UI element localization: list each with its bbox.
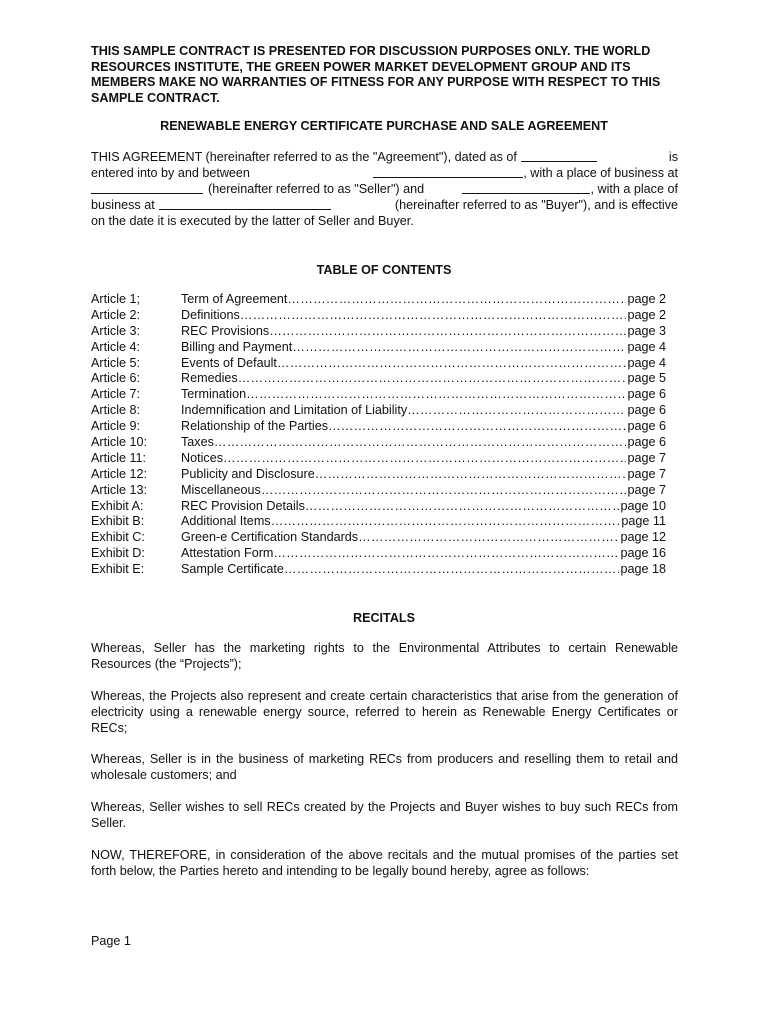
toc-page: page 3 [627,323,666,338]
toc-row [91,499,666,515]
toc-title: Green-e Certification Standards [181,530,359,545]
toc-row [91,371,666,387]
toc-page: page 11 [621,514,666,529]
toc-article: Exhibit D: [91,546,145,561]
toc-page: page 2 [627,292,666,306]
toc-leader-dots [240,308,627,324]
toc-leader-dots [214,435,627,451]
toc-leader-dots [223,451,626,467]
toc-title: REC Provision Details [181,498,305,513]
seller-name-blank [373,166,523,178]
toc-title: Sample Certificate [181,562,284,577]
toc-title: Definitions [181,307,240,322]
toc-article: Article 5: [91,355,140,370]
toc-page: page 6 [627,387,666,402]
toc-leader-dots [273,546,619,562]
toc-row [91,546,666,562]
toc-leader-dots [328,419,626,435]
disclaimer-text: THIS SAMPLE CONTRACT IS PRESENTED FOR DISCUSSION PURPOSES ONLY. THE WORLD RESOURCES INSTITUTE, THE GREEN POWER MARKET DEVELOPMENT GROUP AND ITS MEMBERS MAKE NO WARRANTIES OF FITNESS FOR ANY PURPOSE WITH RESPECT TO THIS SAMPLE CONTRACT. [91,44,661,105]
intro-line-1 [91,150,678,166]
toc-leader-dots [277,356,627,372]
intro-text: , with a place of [590,181,678,196]
toc-row [91,340,666,356]
toc-article: Article 3: [91,323,140,338]
toc-row [91,308,666,324]
intro-text: , with a place of business at [523,165,678,180]
toc-page: page 6 [627,435,666,450]
intro-text: is [668,150,678,164]
toc-row [91,356,666,372]
toc-title: Relationship of the Parties [181,419,329,434]
toc-leader-dots [305,499,620,515]
recital-paragraph: Whereas, the Projects also represent and create certain characteristics that arise from the generation of electricity using a renewable energy source, referred to herein as Renewable Energy Certificates or RECs; [91,689,678,735]
toc-page: page 2 [627,307,666,322]
intro-paragraph [91,150,678,230]
toc-title: Taxes [181,435,214,450]
intro-text: (hereinafter referred to as "Buyer"), and is effective [394,197,678,212]
toc-title: Remedies [181,371,238,386]
toc-row [91,292,666,308]
intro-line-4 [91,198,678,214]
toc-leader-dots [271,514,621,530]
intro-text: entered into by and between [91,165,250,180]
toc-row [91,324,666,340]
toc-row [91,419,666,435]
toc-article: Article 13: [91,482,147,497]
toc-article: Article 2: [91,307,140,322]
toc-article: Article 12: [91,466,147,481]
toc-page: page 7 [627,466,666,481]
toc-row [91,387,666,403]
agreement-title: RENEWABLE ENERGY CERTIFICATE PURCHASE AND SALE AGREEMENT [160,119,608,133]
toc-page: page 7 [627,450,666,465]
intro-line-5: on the date it is executed by the latter of Seller and Buyer. [91,213,414,228]
toc-leader-dots [407,403,626,419]
toc-page: page 4 [627,339,666,354]
toc-row [91,483,666,499]
toc-heading: TABLE OF CONTENTS [316,263,452,277]
toc-leader-dots [287,292,626,308]
toc-row [91,514,666,530]
recitals-heading: RECITALS [352,611,416,625]
toc-article: Article 7: [91,387,140,402]
date-blank [521,150,597,162]
toc-leader-dots [292,340,626,356]
toc-page: page 10 [620,498,666,513]
toc-page: page 12 [620,530,666,545]
toc-title: Publicity and Disclosure [181,466,315,481]
buyer-address-blank [159,198,331,210]
intro-line-2 [91,166,678,182]
toc-title: Additional Items [181,514,271,529]
recital-paragraph: Whereas, Seller wishes to sell RECs created by the Projects and Buyer wishes to buy such RECs from Seller. [91,800,678,830]
toc-article: Exhibit A: [91,498,144,513]
intro-text: THIS AGREEMENT (hereinafter referred to as the "Agreement"), dated as of [91,150,517,164]
buyer-name-blank [462,182,590,194]
toc-article: Article 1; [91,292,140,306]
toc-page: page 16 [620,546,666,561]
toc-article: Article 10: [91,435,147,450]
toc-article: Exhibit C: [91,530,145,545]
seller-address-blank [91,182,203,194]
toc-leader-dots [246,387,626,403]
intro-text: business at [91,197,155,212]
intro-line-3 [91,182,678,198]
recital-paragraph: Whereas, Seller is in the business of marketing RECs from producers and reselling them to retail and wholesale customers; and [91,752,678,782]
toc-leader-dots [238,371,627,387]
toc-title: REC Provisions [181,323,270,338]
toc-title: Notices [181,450,223,465]
toc-article: Article 9: [91,419,140,434]
toc-title: Events of Default [181,355,277,370]
toc-leader-dots [261,483,627,499]
table-of-contents [91,292,666,578]
toc-article: Article 6: [91,371,140,386]
toc-row [91,435,666,451]
toc-page: page 5 [627,371,666,386]
page-number: Page 1 [91,934,131,948]
toc-page: page 18 [620,562,666,577]
toc-page: page 7 [627,482,666,497]
toc-row [91,562,666,578]
toc-title: Termination [181,387,247,402]
toc-leader-dots [315,467,627,483]
toc-row [91,403,666,419]
toc-article: Exhibit B: [91,514,145,529]
toc-title: Term of Agreement [181,292,288,306]
toc-title: Miscellaneous [181,482,261,497]
toc-leader-dots [358,530,619,546]
toc-title: Attestation Form [181,546,274,561]
toc-row [91,467,666,483]
recital-paragraph: Whereas, Seller has the marketing rights to the Environmental Attributes to certain Renewable Resources (the “Projects”); [91,641,678,671]
toc-leader-dots [269,324,626,340]
toc-page: page 6 [627,419,666,434]
intro-text: (hereinafter referred to as "Seller") and [208,181,425,196]
toc-title: Billing and Payment [181,339,293,354]
toc-leader-dots [284,562,620,578]
recital-paragraph: NOW, THEREFORE, in consideration of the above recitals and the mutual promises of the parties set forth below, the Parties hereto and intending to be legally bound hereby, agree as follows: [91,848,678,878]
toc-article: Article 8: [91,403,140,418]
toc-title: Indemnification and Limitation of Liability [181,403,408,418]
toc-row [91,530,666,546]
toc-page: page 4 [627,355,666,370]
toc-row [91,451,666,467]
toc-page: page 6 [627,403,666,418]
toc-article: Article 11: [91,450,147,465]
toc-article: Exhibit E: [91,562,145,577]
toc-article: Article 4: [91,339,140,354]
